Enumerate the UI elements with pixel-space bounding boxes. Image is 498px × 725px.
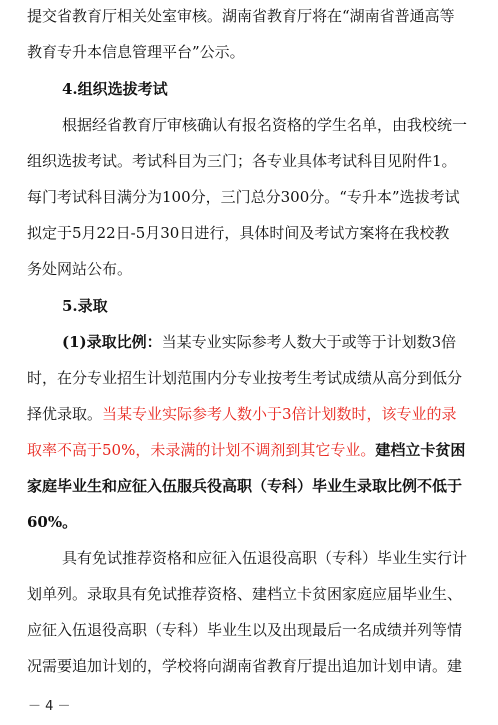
text-span: 择优录取。 (27, 405, 103, 423)
text-line (27, 440, 465, 460)
text-line: 应征入伍退役高职（专科）毕业生以及出现最后一名成绩并列等情 (27, 621, 463, 639)
section-heading-5: 5.录取 (62, 297, 108, 315)
bold-text: 建档立卡贫困 (375, 441, 466, 459)
text-line: 划单列。录取具有免试推荐资格、建档立卡贫困家庭应届毕业生、 (27, 585, 463, 603)
text-line: 60%。 (27, 513, 78, 531)
text-line: 教育专升本信息管理平台”公示。 (27, 43, 245, 61)
text-line: 家庭毕业生和应征入伍服兵役高职（专科）毕业生录取比例不低于 (27, 477, 463, 495)
text-line: 组织选拔考试。考试科目为三门；各专业具体考试科目见附件1。 (27, 152, 457, 170)
section-heading-4: 4.组织选拔考试 (62, 80, 168, 98)
text-line (27, 404, 457, 424)
text-line: 况需要追加计划的，学校将向湖南省教育厅提出追加计划申请。建 (27, 657, 463, 675)
text-span: 当某专业实际参考人数大于或等于计划数3倍 (161, 333, 457, 351)
text-line: 拟定于5月22日-5月30日进行，具体时间及考试方案将在我校教 (27, 224, 450, 242)
text-line: 时，在分专业招生计划范围内分专业按考生考试成绩从高分到低分 (27, 369, 463, 387)
text-line: 务处网站公布。 (27, 260, 133, 278)
sub-heading-ratio: (1)录取比例： (62, 333, 162, 351)
text-line: 提交省教育厅相关处室审核。湖南省教育厅将在“湖南省普通高等 (27, 7, 455, 25)
highlight-text: 当某专业实际参考人数小于3倍计划数时，该专业的录 (102, 405, 457, 423)
text-line (62, 332, 456, 352)
highlight-text: 取率不高于50%，未录满的计划不调剂到其它专业。 (27, 441, 376, 459)
text-line: 每门考试科目满分为100分，三门总分300分。“专升本”选拔考试 (27, 188, 460, 206)
text-line: 根据经省教育厅审核确认有报名资格的学生名单，由我校统一 (62, 116, 468, 134)
text-line: 具有免试推荐资格和应征入伍退役高职（专科）毕业生实行计 (62, 549, 468, 567)
page-number: － 4 － (28, 699, 71, 714)
